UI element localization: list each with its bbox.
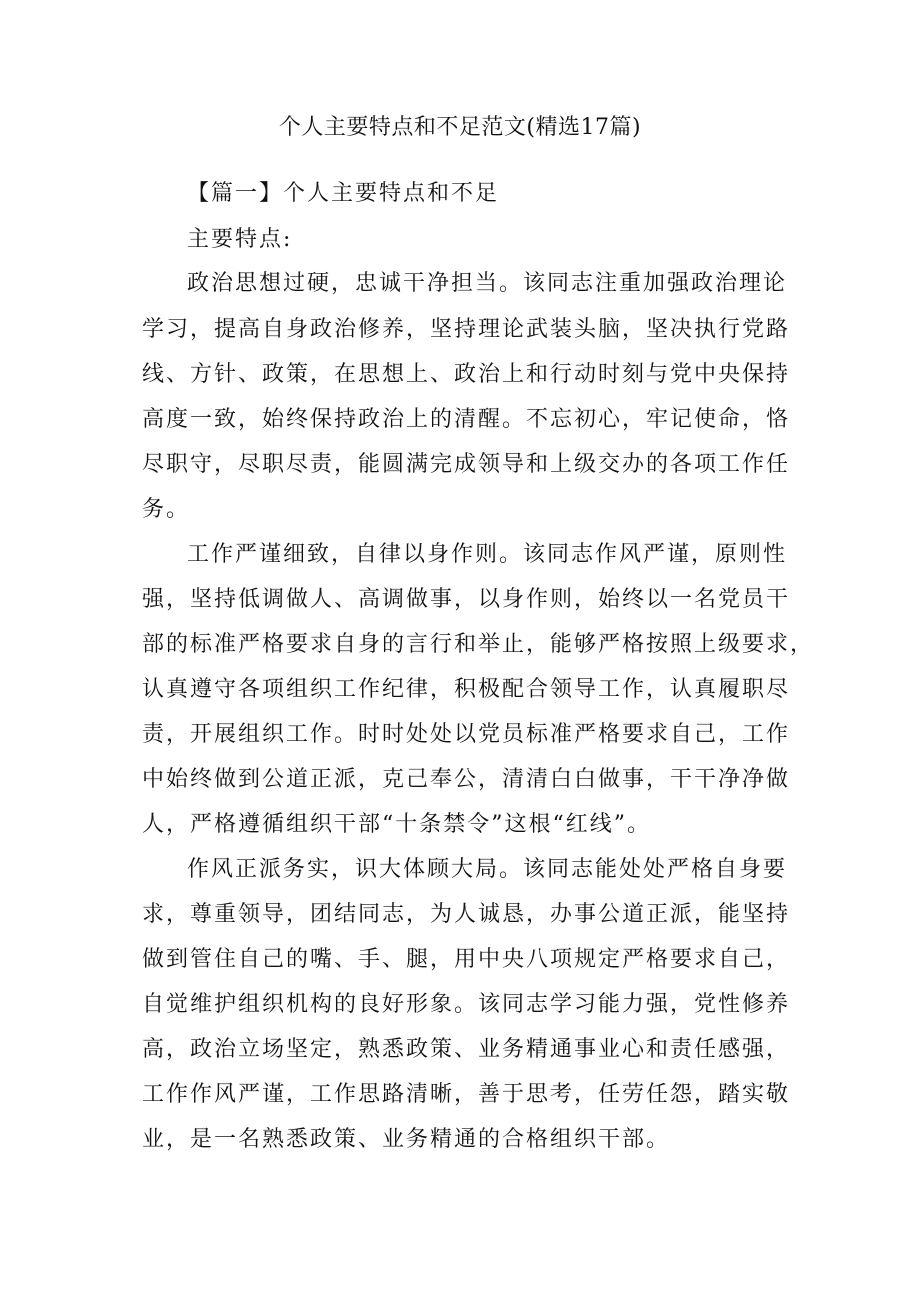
paragraph-line: 中始终做到公道正派，克己奉公，清清白白做事，干干净净做 [142,767,791,792]
subheading: 主要特点: [187,227,293,252]
paragraph-line: 自觉维护组织机构的良好形象。该同志学习能力强，党性修养 [142,992,791,1017]
paragraph-line: 学习，提高自身政治修养，坚持理论武装头脑，坚决执行党路 [142,317,791,342]
section-heading: 【篇一】个人主要特点和不足 [187,181,500,206]
paragraph-line: 强，坚持低调做人、高调做事，以身作则，始终以一名党员干 [142,587,791,612]
paragraph-line: 线、方针、政策，在思想上、政治上和行动时刻与党中央保持 [142,362,791,387]
paragraph-line: 工作作风严谨，工作思路清晰，善于思考，任劳任怨，踏实敬 [142,1082,791,1107]
paragraph-line: 作风正派务实，识大体顾大局。该同志能处处严格自身要 [187,857,788,882]
paragraph-line: 责，开展组织工作。时时处处以党员标准严格要求自己，工作 [142,722,791,747]
paragraph-line: 工作严谨细致，自律以身作则。该同志作风严谨，原则性 [187,542,788,567]
paragraph-line: 求，尊重领导，团结同志，为人诚恳，办事公道正派，能坚持 [142,902,791,927]
paragraph-line: 认真遵守各项组织工作纪律，积极配合领导工作，认真履职尽 [142,677,791,702]
paragraph-line: 业，是一名熟悉政策、业务精通的合格组织干部。 [142,1127,671,1152]
paragraph-line: 做到管住自己的嘴、手、腿，用中央八项规定严格要求自己， [142,947,791,972]
paragraph-line: 务。 [142,497,191,522]
paragraph-line: 高度一致，始终保持政治上的清醒。不忘初心，牢记使命，恪 [142,407,791,432]
paragraph-line: 高，政治立场坚定，熟悉政策、业务精通事业心和责任感强， [142,1037,791,1062]
paragraph-line: 尽职守，尽职尽责，能圆满完成领导和上级交办的各项工作任 [142,452,791,477]
paragraph-line: 人，严格遵循组织干部“十条禁令”这根“红线”。 [142,812,651,837]
paragraph-line: 政治思想过硬，忠诚干净担当。该同志注重加强政治理论 [187,271,788,296]
paragraph-line: 部的标准严格要求自身的言行和举止，能够严格按照上级要求， [142,632,815,657]
document-title: 个人主要特点和不足范文(精选17篇) [278,115,642,140]
